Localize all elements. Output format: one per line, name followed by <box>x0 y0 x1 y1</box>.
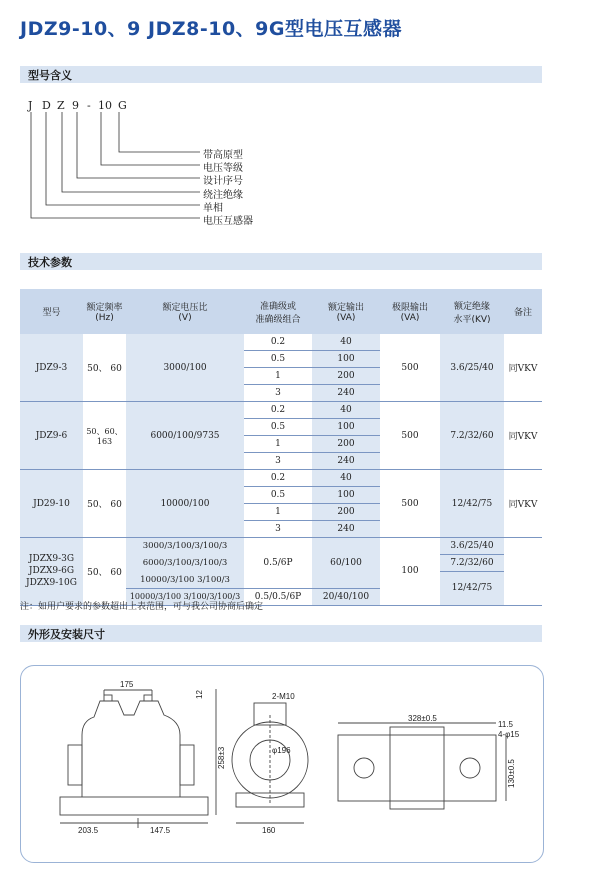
cell-output: 100 <box>312 351 380 368</box>
col-header: 额定电压比 (V) <box>126 289 244 334</box>
cell-output: 240 <box>312 453 380 470</box>
section-model-title: 型号含义 <box>28 69 72 82</box>
legend-item: 电压等级 <box>203 163 243 174</box>
legend-item: 单相 <box>203 203 223 214</box>
cell-output: 200 <box>312 368 380 385</box>
cell-model: JD29-10 <box>20 470 83 538</box>
model-line: JDZX9-10G <box>26 578 77 589</box>
top-view-drawing <box>338 723 506 809</box>
model-line: JDZX9-6G <box>28 566 75 577</box>
cell-ratio: 3000/100 <box>126 334 244 402</box>
section-tech-title: 技术参数 <box>28 256 72 269</box>
model-leader-lines <box>0 0 603 240</box>
cell-accuracy: 0.5 <box>244 351 312 368</box>
section-outline-bar <box>20 625 542 642</box>
cell-accuracy: 0.5 <box>244 419 312 436</box>
legend-item: 设计序号 <box>203 176 243 187</box>
cell-output: 100 <box>312 419 380 436</box>
spec-table <box>20 289 542 606</box>
cell-freq: 50、 60 <box>83 470 126 538</box>
dim-mount: 130±0.5 <box>507 759 516 788</box>
dim-base-left: 203.5 <box>78 826 99 835</box>
dim-thread: 2-M10 <box>272 692 295 701</box>
table-header-row <box>20 289 542 334</box>
cell-remark: 同VKV <box>504 402 542 470</box>
cell-accuracy: 1 <box>244 504 312 521</box>
cell-accuracy: 0.5/0.5/6P <box>244 588 312 605</box>
dim-width-top: 175 <box>120 680 134 689</box>
code-char: Z <box>57 99 65 112</box>
code-char: 10 <box>98 99 112 112</box>
cell-insulation: 12/42/75 <box>440 572 504 606</box>
cell-model: JDZ9-3 <box>20 334 83 402</box>
cell-remark: 同VKV <box>504 334 542 402</box>
col-header: 备注 <box>504 289 542 334</box>
cell-limit: 500 <box>380 470 440 538</box>
cell-model: JDZ9-6 <box>20 402 83 470</box>
cell-accuracy: 1 <box>244 368 312 385</box>
outline-drawings <box>20 665 542 861</box>
cell-ratio: 3000/3/100/3/100/3 <box>126 538 244 555</box>
legend-item: 绕注绝缘 <box>203 190 243 201</box>
table-row <box>20 470 542 487</box>
dim-base-right: 147.5 <box>150 826 171 835</box>
section-outline-title: 外形及安装尺寸 <box>28 628 105 641</box>
front-view-drawing <box>60 689 216 828</box>
cell-insulation: 3.6/25/40 <box>440 334 504 402</box>
dim-height: 258±3 <box>217 746 226 769</box>
cell-ratio: 10000/100 <box>126 470 244 538</box>
table-row <box>20 334 542 351</box>
code-char: D <box>42 99 51 112</box>
col-header: 额定频率 (Hz) <box>83 289 126 334</box>
cell-accuracy: 0.5 <box>244 487 312 504</box>
table-row <box>20 402 542 419</box>
dim-hole-width: 11.5 <box>498 720 513 729</box>
table-row <box>20 538 542 555</box>
cell-limit: 500 <box>380 402 440 470</box>
dim-side-width: 160 <box>262 826 276 835</box>
cell-freq: 50、 60 <box>83 538 126 606</box>
cell-insulation: 12/42/75 <box>440 470 504 538</box>
cell-accuracy: 3 <box>244 453 312 470</box>
page-title: JDZ9-10、9 JDZ8-10、9G型电压互感器 <box>20 18 402 40</box>
cell-limit: 500 <box>380 334 440 402</box>
code-char: - <box>87 99 91 112</box>
code-char: 9 <box>72 99 79 112</box>
code-char: G <box>118 99 127 112</box>
cell-ratio: 10000/3/100 3/100/3 <box>126 572 244 589</box>
cell-accuracy: 1 <box>244 436 312 453</box>
model-line: JDZX9-3G <box>28 554 75 565</box>
cell-output: 240 <box>312 521 380 538</box>
col-header: 型号 <box>20 289 83 334</box>
cell-accuracy: 0.2 <box>244 402 312 419</box>
cell-accuracy: 0.2 <box>244 334 312 351</box>
section-tech-bar <box>20 253 542 270</box>
cell-accuracy: 3 <box>244 521 312 538</box>
side-view-drawing <box>232 703 308 823</box>
legend-item: 电压互感器 <box>203 216 253 227</box>
cell-ratio: 6000/100/9735 <box>126 402 244 470</box>
code-char: J <box>28 99 33 112</box>
cell-accuracy: 0.5/6P <box>244 538 312 589</box>
cell-freq: 50、 60 <box>83 334 126 402</box>
cell-remark: 同VKV <box>504 470 542 538</box>
cell-ratio: 6000/3/100/3/100/3 <box>126 555 244 572</box>
cell-insulation: 3.6/25/40 <box>440 538 504 555</box>
dim-holes: 4-φ15 <box>498 730 520 739</box>
dim-diameter: φ196 <box>272 746 291 755</box>
cell-accuracy: 0.2 <box>244 470 312 487</box>
cell-output: 20/40/100 <box>312 588 380 605</box>
cell-output: 200 <box>312 436 380 453</box>
cell-limit: 100 <box>380 538 440 606</box>
table-note: 注：如用户要求的参数超出上表范围，可与我公司协商后确定 <box>20 602 264 612</box>
cell-output: 200 <box>312 504 380 521</box>
legend-item: 带高原型 <box>203 150 243 161</box>
cell-output: 60/100 <box>312 538 380 589</box>
dim-length: 328±0.5 <box>408 714 437 723</box>
cell-accuracy: 3 <box>244 385 312 402</box>
cell-freq: 50、60、163 <box>83 402 126 470</box>
cell-insulation: 7.2/32/60 <box>440 555 504 572</box>
cell-output: 40 <box>312 334 380 351</box>
cell-output: 100 <box>312 487 380 504</box>
col-header: 额定输出 (VA) <box>312 289 380 334</box>
cell-insulation: 7.2/32/60 <box>440 402 504 470</box>
cell-remark <box>504 538 542 606</box>
cell-ratio: 10000/3/100 3/100/3/100/3 <box>126 588 244 605</box>
col-header: 极限输出 (VA) <box>380 289 440 334</box>
col-header: 额定绝缘 水平(KV) <box>440 289 504 334</box>
cell-output: 40 <box>312 470 380 487</box>
cell-output: 240 <box>312 385 380 402</box>
cell-model <box>20 538 83 606</box>
cell-output: 40 <box>312 402 380 419</box>
col-header: 准确级或 准确级组合 <box>244 289 312 334</box>
dim-top-h: 12 <box>195 690 204 699</box>
